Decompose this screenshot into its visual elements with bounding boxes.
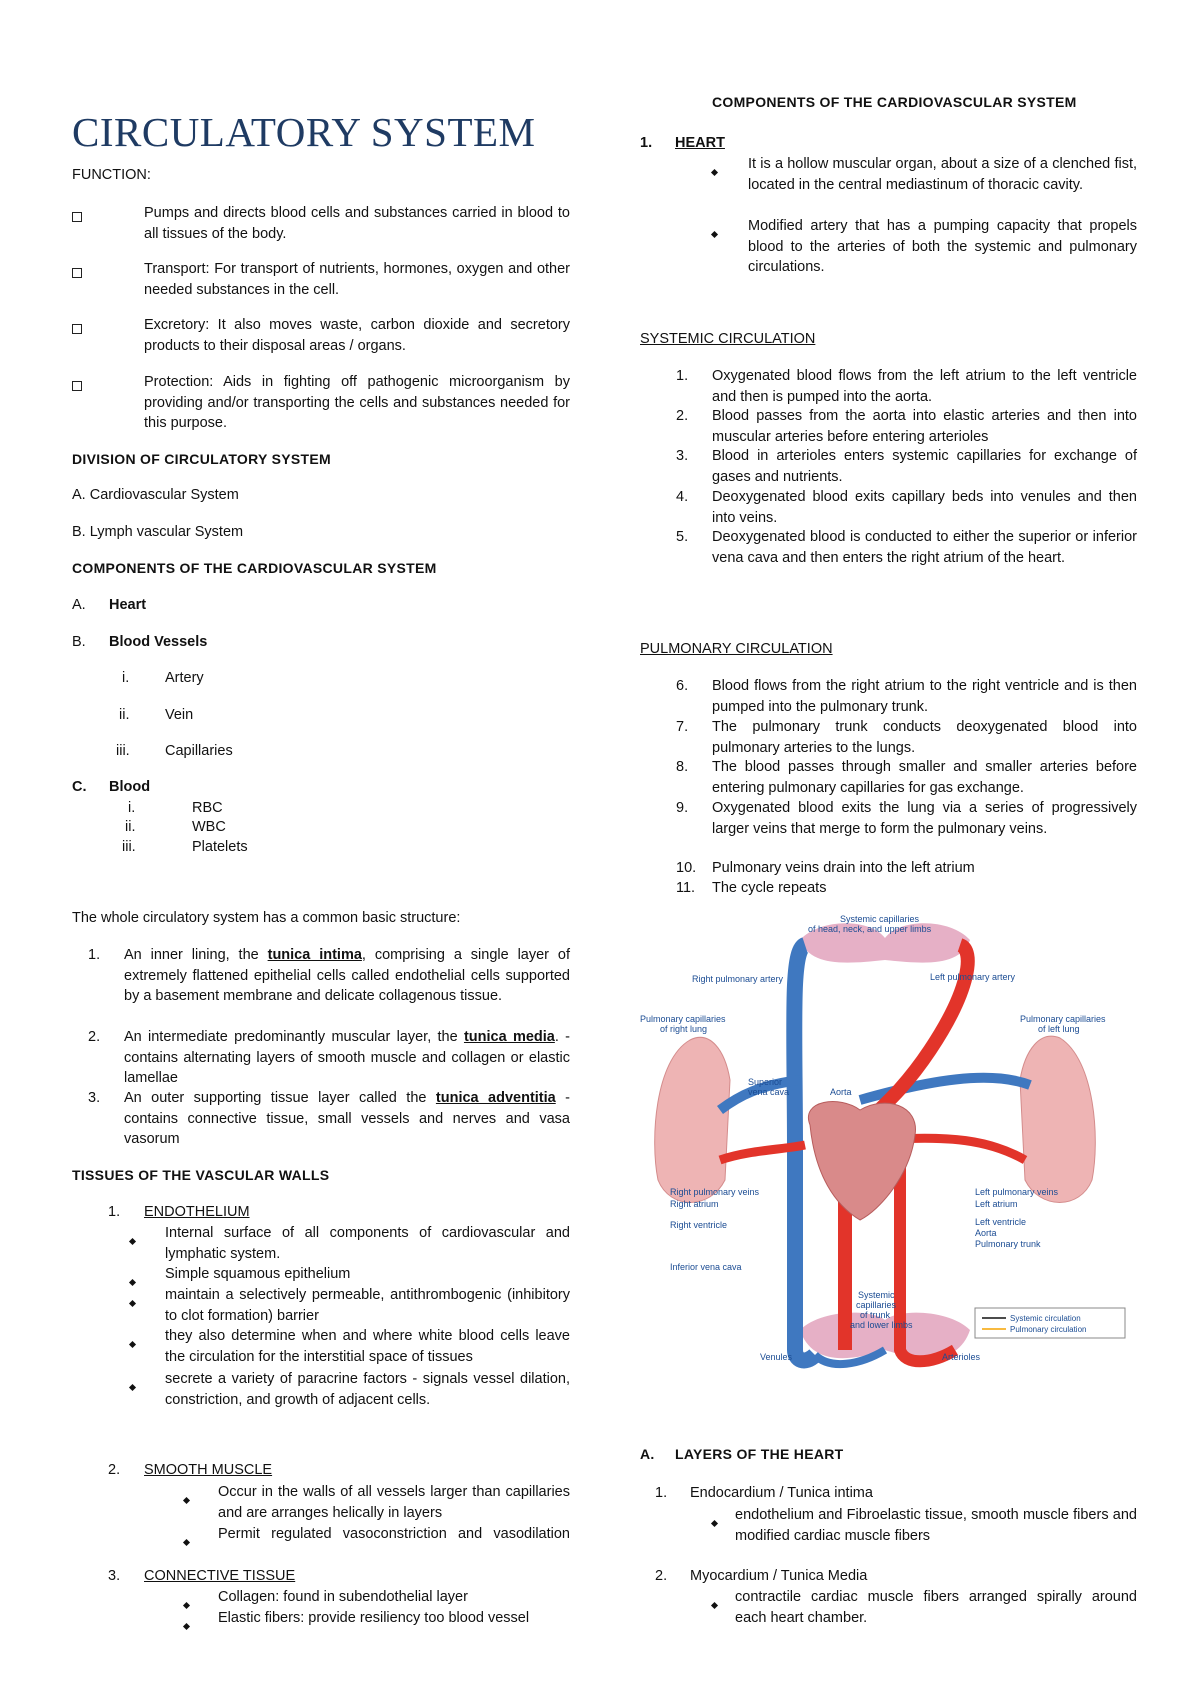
endothelium-point: secrete a variety of paracrine factors - signals vessel dilation, constriction, and growth of adjacent cells.	[72, 1369, 570, 1410]
structure-item: 1. An inner lining, the tunica intima, comprising a single layer of extremely flattened epithelial cells called endothelial cells supported by a basement membrane and delicate collagenous tissue.	[88, 947, 570, 1004]
diamond-bullet-icon	[183, 1539, 190, 1546]
diamond-bullet-icon	[183, 1497, 190, 1504]
label-aorta2: Aorta	[975, 1228, 997, 1238]
label-ivc: Inferior vena cava	[670, 1262, 742, 1272]
component-vessels: B. Blood Vessels	[72, 634, 208, 650]
endothelium-point: Simple squamous epithelium	[72, 1264, 570, 1285]
pulmonary-step: 8. The blood passes through smaller and smaller arteries before entering pulmonary capillaries for gas exchange.	[676, 759, 1137, 796]
endothelium-point: maintain a selectively permeable, antithrombogenic (inhibitory to clot formation) barrier	[72, 1285, 570, 1326]
checkbox-bullet-icon	[72, 381, 82, 391]
legend-systemic: Systemic circulation	[1010, 1314, 1081, 1323]
components-heading: COMPONENTS OF THE CARDIOVASCULAR SYSTEM	[72, 560, 437, 576]
diamond-bullet-icon	[129, 1238, 136, 1245]
diamond-bullet-icon	[129, 1341, 136, 1348]
pulmonary-step: 10. Pulmonary veins drain into the left atrium	[676, 860, 975, 876]
term-tunica-intima: tunica intima	[267, 947, 362, 963]
function-item: Excretory: It also moves waste, carbon dioxide and secretory products to their disposal areas / organs.	[72, 315, 570, 356]
checkbox-bullet-icon	[72, 268, 82, 278]
function-item: Transport: For transport of nutrients, hormones, oxygen and other needed substances in the cell.	[72, 259, 570, 300]
diamond-bullet-icon	[711, 1520, 718, 1527]
diamond-bullet-icon	[711, 231, 718, 238]
label-lpv: Left pulmonary veins	[975, 1187, 1059, 1197]
label-rpv: Right pulmonary veins	[670, 1187, 760, 1197]
label-pulm-cap-left2: of left lung	[1038, 1024, 1080, 1034]
division-a: A. Cardiovascular System	[72, 487, 239, 503]
layer-point: contractile cardiac muscle fibers arranged spirally around each heart chamber.	[640, 1587, 1137, 1628]
layer-point: endothelium and Fibroelastic tissue, smooth muscle fibers and modified cardiac muscle fibers	[640, 1505, 1137, 1546]
endothelium-point: they also determine when and where white blood cells leave the circulation for the interstitial space of tissues	[72, 1326, 570, 1367]
label-pt: Pulmonary trunk	[975, 1239, 1041, 1249]
label-left-pulm-artery: Left pulmonary artery	[930, 972, 1016, 982]
label-pulm-cap-right: Pulmonary capillaries	[640, 1014, 726, 1024]
systemic-step: 1. Oxygenated blood flows from the left atrium to the left ventricle and then is pumped into the aorta.	[676, 368, 1137, 405]
diamond-bullet-icon	[183, 1623, 190, 1630]
page-title: CIRCULATORY SYSTEM	[72, 109, 536, 155]
components-heading-right: COMPONENTS OF THE CARDIOVASCULAR SYSTEM	[712, 94, 1077, 110]
label-sys-cap-bottom3: of trunk	[860, 1310, 891, 1320]
term-tunica-media: tunica media	[463, 1029, 555, 1045]
tissue-connective: 3. CONNECTIVE TISSUE	[108, 1568, 296, 1584]
structure-item: 3. An outer supporting tissue layer called the tunica adventitia - contains connective tissue, small vessels and nerves and vasa vasorum	[88, 1090, 570, 1147]
diamond-bullet-icon	[711, 169, 718, 176]
label-sys-cap-top: Systemic capillaries	[840, 914, 920, 924]
label-pulm-cap-right2: of right lung	[660, 1024, 708, 1034]
checkbox-bullet-icon	[72, 212, 82, 222]
tissue-smooth-muscle: 2. SMOOTH MUSCLE	[108, 1462, 273, 1478]
label-sys-cap-bottom4: and lower limbs	[850, 1320, 913, 1330]
label-lv: Left ventricle	[975, 1217, 1027, 1227]
systemic-step: 2. Blood passes from the aorta into elastic arteries and then into muscular arteries before entering arterioles	[676, 408, 1137, 445]
label-svc2: vena cava	[748, 1087, 790, 1097]
term-tunica-adventitia: tunica adventitia	[435, 1090, 556, 1106]
systemic-heading: SYSTEMIC CIRCULATION	[640, 331, 816, 347]
layers-heading: A. LAYERS OF THE HEART	[640, 1446, 844, 1462]
pulmonary-heading: PULMONARY CIRCULATION	[640, 641, 833, 657]
systemic-step: 3. Blood in arterioles enters systemic capillaries for exchange of gases and nutrients.	[676, 448, 1137, 485]
label-sys-cap-bottom: Systemic	[858, 1290, 895, 1300]
label-rv: Right ventricle	[670, 1220, 728, 1230]
division-heading: DIVISION OF CIRCULATORY SYSTEM	[72, 451, 331, 467]
label-la: Left atrium	[975, 1199, 1018, 1209]
tissue-endothelium: 1. ENDOTHELIUM	[108, 1204, 250, 1220]
endothelium-point: Internal surface of all components of cardiovascular and lymphatic system.	[72, 1223, 570, 1264]
systemic-step: 5. Deoxygenated blood is conducted to either the superior or inferior vena cava and then enters the right atrium of the heart.	[676, 529, 1137, 566]
structure-item: 2. An intermediate predominantly muscular layer, the tunica media. - contains alternating layers of smooth muscle and collagen or elastic lamellae	[88, 1029, 571, 1086]
connective-point: Collagen: found in subendothelial layer	[72, 1587, 570, 1608]
systemic-step: 4. Deoxygenated blood exits capillary beds into venules and then into veins.	[676, 489, 1137, 526]
layer-item: 2. Myocardium / Tunica Media	[655, 1568, 868, 1584]
label-sys-cap-bottom2: capillaries	[856, 1300, 897, 1310]
tissues-heading: TISSUES OF THE VASCULAR WALLS	[72, 1167, 330, 1183]
heart-point: Modified artery that has a pumping capacity that propels blood to the arteries of both the systemic and pulmonary circulations.	[640, 216, 1137, 278]
label-arterioles: Arterioles	[942, 1352, 981, 1362]
label-right-pulm-artery: Right pulmonary artery	[692, 974, 784, 984]
function-item: Pumps and directs blood cells and substances carried in blood to all tissues of the body.	[72, 203, 570, 244]
vena-cava	[794, 945, 815, 1360]
blood-item: i. RBC	[128, 800, 223, 816]
checkbox-bullet-icon	[72, 324, 82, 334]
component-heart: A. Heart	[72, 597, 147, 613]
heart-section: 1. HEART	[640, 135, 725, 151]
division-b: B. Lymph vascular System	[72, 524, 244, 540]
label-ra: Right atrium	[670, 1199, 719, 1209]
diagram-legend	[975, 1308, 1125, 1338]
pulmonary-step: 7. The pulmonary trunk conducts deoxygenated blood into pulmonary arteries to the lungs.	[676, 719, 1137, 756]
vessel-item: ii. Vein	[119, 707, 194, 723]
diamond-bullet-icon	[711, 1602, 718, 1609]
circulation-diagram	[630, 910, 1130, 1400]
left-lung	[1020, 1036, 1095, 1202]
pulmonary-step: 9. Oxygenated blood exits the lung via a series of progressively larger veins that merge to form the pulmonary veins.	[676, 800, 1137, 837]
blood-item: iii. Platelets	[122, 839, 248, 855]
function-item: Protection: Aids in fighting off pathogenic microorganism by providing and/or transporting the cells and substances needed for this purpose.	[72, 372, 570, 434]
component-blood: C. Blood	[72, 779, 151, 795]
structure-intro: The whole circulatory system has a common basic structure:	[72, 910, 461, 926]
diamond-bullet-icon	[129, 1300, 136, 1307]
pulmonary-step: 6. Blood flows from the right atrium to the right ventricle and is then pumped into the pulmonary trunk.	[676, 678, 1137, 715]
connective-point: Elastic fibers: provide resiliency too blood vessel	[72, 1608, 570, 1629]
diamond-bullet-icon	[129, 1384, 136, 1391]
vessel-item: i. Artery	[122, 670, 204, 686]
right-lung	[655, 1037, 730, 1202]
label-venules: Venules	[760, 1352, 793, 1362]
label-aorta: Aorta	[830, 1087, 852, 1097]
smooth-point: Occur in the walls of all vessels larger than capillaries and are arranges helically in layers	[72, 1482, 570, 1523]
blood-item: ii. WBC	[125, 819, 226, 835]
legend-pulmonary: Pulmonary circulation	[1010, 1325, 1087, 1334]
heart-point: It is a hollow muscular organ, about a size of a clenched fist, located in the central mediastinum of thoracic cavity.	[640, 154, 1137, 195]
label-pulm-cap-left: Pulmonary capillaries	[1020, 1014, 1106, 1024]
label-svc: Superior	[748, 1077, 783, 1087]
label-sys-cap-top2: of head, neck, and upper limbs	[808, 924, 932, 934]
function-label: FUNCTION:	[72, 167, 151, 183]
smooth-point: Permit regulated vasoconstriction and vasodilation	[72, 1524, 570, 1545]
layer-item: 1. Endocardium / Tunica intima	[655, 1485, 873, 1501]
pulmonary-step: 11. The cycle repeats	[676, 880, 827, 896]
vessel-item: iii. Capillaries	[116, 743, 233, 759]
